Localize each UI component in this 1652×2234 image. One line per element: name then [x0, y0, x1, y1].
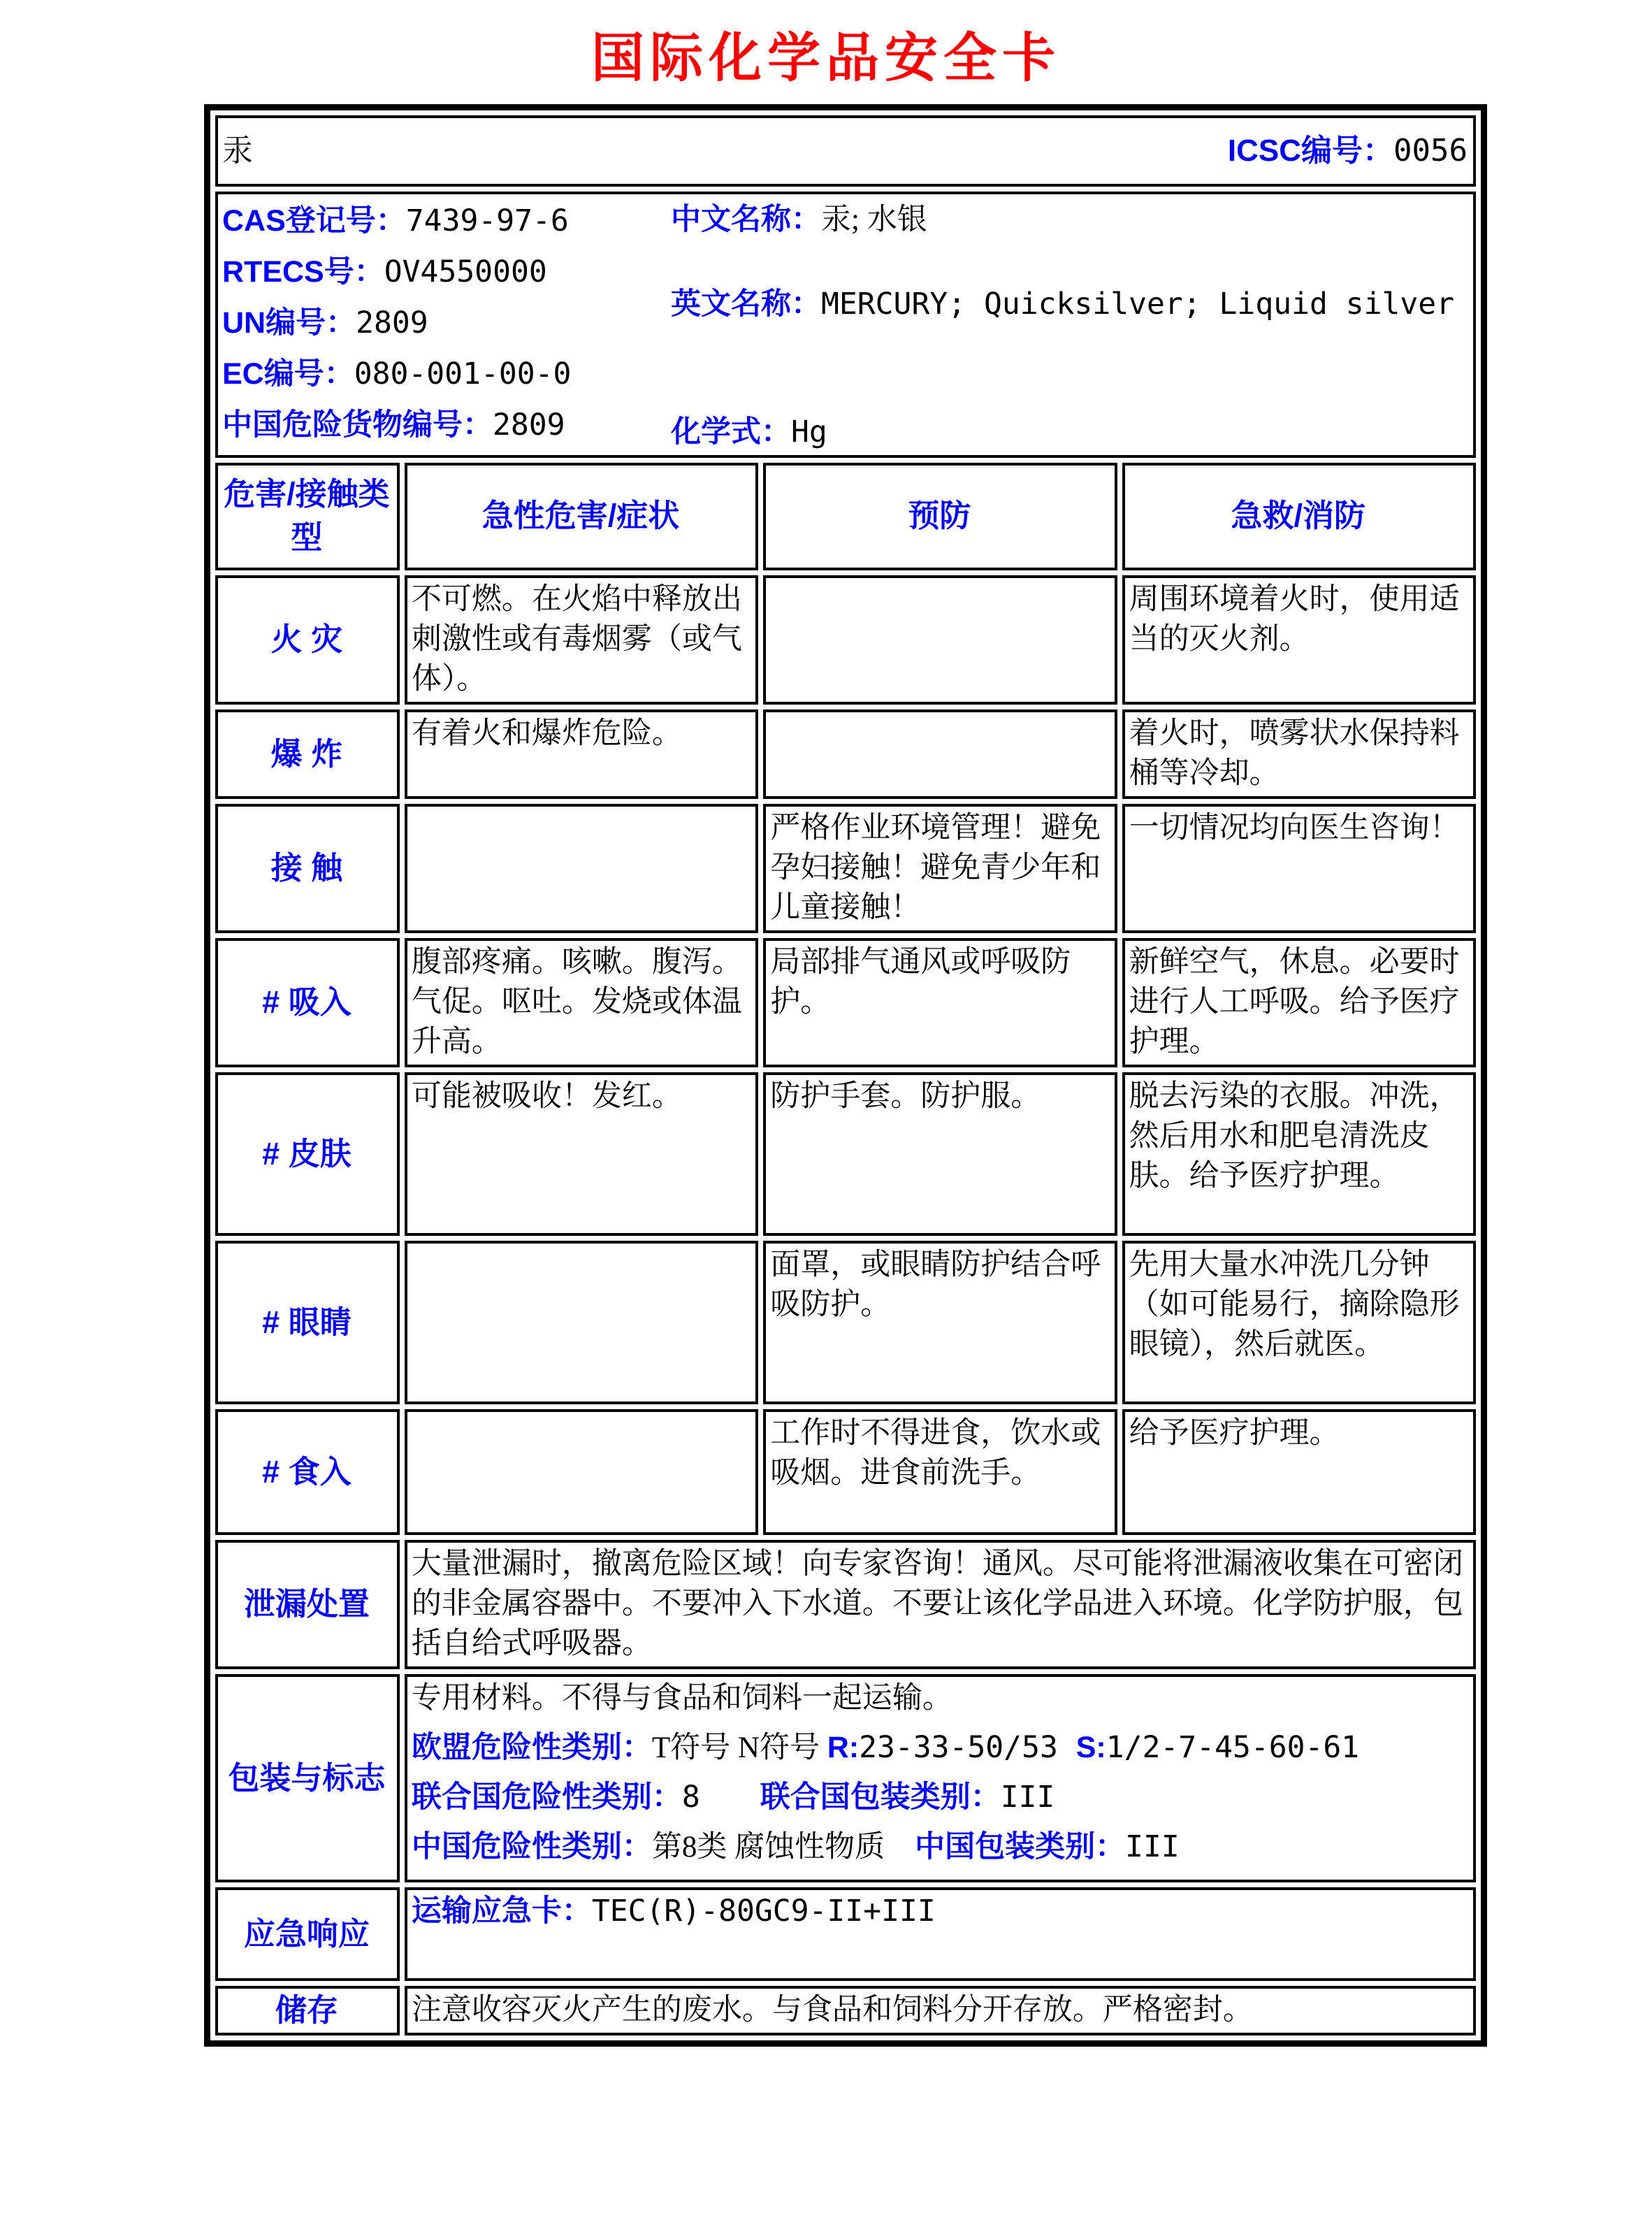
packaging-transport-note: 专用材料。不得与食品和饲料一起运输。 [411, 1682, 952, 1715]
row-explosion [215, 709, 1476, 799]
icsc-page [0, 15, 1652, 2234]
names-block [671, 196, 1468, 452]
rtecs-number: RTECS号：OV4550000 [222, 254, 547, 289]
chemical-formula: 化学式：Hg [671, 415, 827, 449]
row-fire-symptoms: 不可燃。在火焰中释放出刺激性或有毒烟雾（或气体）。 [405, 575, 758, 705]
row-emergency-label: 应急响应 [215, 1887, 400, 1981]
packaging-eu-class: 欧盟危险性类别：T符号 N符号 R:23-33-50/53 S:1/2-7-45-60-61 [411, 1730, 1360, 1765]
row-inhalation-label: # 吸入 [215, 938, 400, 1067]
icsc-number-value: 0056 [1393, 132, 1468, 168]
row-eyes-label: # 眼睛 [215, 1241, 400, 1404]
english-name: 英文名称：MERCURY; Quicksilver; Liquid silver [671, 287, 1455, 322]
identifiers-row [215, 192, 1476, 458]
header-firstaid-firefighting: 急救/消防 [1122, 463, 1476, 570]
row-ingestion-label: # 食入 [215, 1409, 400, 1535]
row-spill-label: 泄漏处置 [215, 1540, 400, 1669]
row-ingestion-prevention: 工作时不得进食，饮水或吸烟。进食前洗手。 [763, 1409, 1117, 1535]
icsc-number [1228, 131, 1468, 171]
row-ingestion [215, 1409, 1476, 1535]
row-storage-label: 储存 [215, 1986, 400, 2035]
un-number: UN编号：2809 [222, 305, 428, 340]
transport-emergency-card-value: TEC(R)-80GC9-II+III [591, 1894, 936, 1929]
packaging-un-class: 联合国危险性类别：8 联合国包装类别：III [411, 1780, 1055, 1815]
row-explosion-prevention [763, 709, 1117, 799]
id-numbers-list [222, 196, 671, 452]
row-inhalation [215, 938, 1476, 1067]
row-contact-symptoms [405, 804, 758, 933]
row-contact-label: 接 触 [215, 804, 400, 933]
row-spill-disposal [215, 1540, 1476, 1669]
row-contact [215, 804, 1476, 933]
identifiers-cell [215, 192, 1476, 458]
row-fire-firstaid: 周围环境着火时，使用适当的灭火剂。 [1122, 575, 1476, 705]
row-skin-prevention: 防护手套。防护服。 [763, 1072, 1117, 1236]
row-eyes-prevention: 面罩，或眼睛防护结合呼吸防护。 [763, 1241, 1117, 1404]
ec-number: EC编号：080-001-00-0 [222, 356, 572, 391]
header-prevention: 预防 [763, 463, 1117, 570]
transport-emergency-card-label: 运输应急卡： [411, 1894, 592, 1928]
row-skin-label: # 皮肤 [215, 1072, 400, 1236]
substance-name: 汞 [222, 133, 253, 168]
row-eyes-firstaid: 先用大量水冲洗几分钟（如可能易行，摘除隐形眼镜），然后就医。 [1122, 1241, 1476, 1404]
row-fire [215, 575, 1476, 705]
row-eyes-symptoms [405, 1241, 758, 1404]
row-explosion-symptoms: 有着火和爆炸危险。 [405, 709, 758, 799]
packaging-china-class: 中国危险性类别：第8类 腐蚀性物质 中国包装类别：III [411, 1829, 1180, 1864]
cas-number: CAS登记号：7439-97-6 [222, 203, 569, 238]
row-ingestion-symptoms [405, 1409, 758, 1535]
icsc-number-label: ICSC编号： [1227, 133, 1394, 168]
header-hazard-type: 危害/接触类型 [215, 463, 400, 570]
row-emergency-response [215, 1887, 1476, 1981]
row-contact-prevention: 严格作业环境管理！避免孕妇接触！避免青少年和儿童接触！ [763, 804, 1117, 933]
row-contact-firstaid: 一切情况均向医生咨询！ [1122, 804, 1476, 933]
row-eyes [215, 1241, 1476, 1404]
row-inhalation-symptoms: 腹部疼痛。咳嗽。腹泻。气促。呕吐。发烧或体温升高。 [405, 938, 758, 1067]
row-fire-label: 火 灾 [215, 575, 400, 705]
row-inhalation-firstaid: 新鲜空气，休息。必要时进行人工呼吸。给予医疗护理。 [1122, 938, 1476, 1067]
row-packaging-content [405, 1674, 1476, 1882]
row-storage [215, 1986, 1476, 2035]
row-inhalation-prevention: 局部排气通风或呼吸防护。 [763, 938, 1117, 1067]
icsc-card-table [204, 104, 1487, 2047]
row-skin-firstaid: 脱去污染的衣服。冲洗，然后用水和肥皂清洗皮肤。给予医疗护理。 [1122, 1072, 1476, 1236]
row-spill-text: 大量泄漏时，撤离危险区域！向专家咨询！通风。尽可能将泄漏液收集在可密闭的非金属容器中。不要冲入下水道。不要让该化学品进入环境。化学防护服，包括自给式呼吸器。 [405, 1540, 1476, 1669]
row-emergency-content [405, 1887, 1476, 1981]
row-ingestion-firstaid: 给予医疗护理。 [1122, 1409, 1476, 1535]
row-storage-text: 注意收容灭火产生的废水。与食品和饲料分开存放。严格密封。 [405, 1986, 1476, 2035]
row-packaging [215, 1674, 1476, 1882]
row-skin-symptoms: 可能被吸收！发红。 [405, 1072, 758, 1236]
row-explosion-label: 爆 炸 [215, 709, 400, 799]
chinese-name: 中文名称：汞; 水银 [671, 203, 927, 236]
page-title: 国际化学品安全卡 [591, 29, 1061, 88]
row-packaging-label: 包装与标志 [215, 1674, 400, 1882]
row-skin [215, 1072, 1476, 1236]
row-explosion-firstaid: 着火时，喷雾状水保持料桶等冷却。 [1122, 709, 1476, 799]
table-header-row [215, 463, 1476, 570]
substance-cell [215, 115, 1476, 187]
substance-row [215, 115, 1476, 187]
china-dg-number: 中国危险货物编号：2809 [222, 408, 565, 442]
row-fire-prevention [763, 575, 1117, 705]
header-acute-symptoms: 急性危害/症状 [405, 463, 758, 570]
